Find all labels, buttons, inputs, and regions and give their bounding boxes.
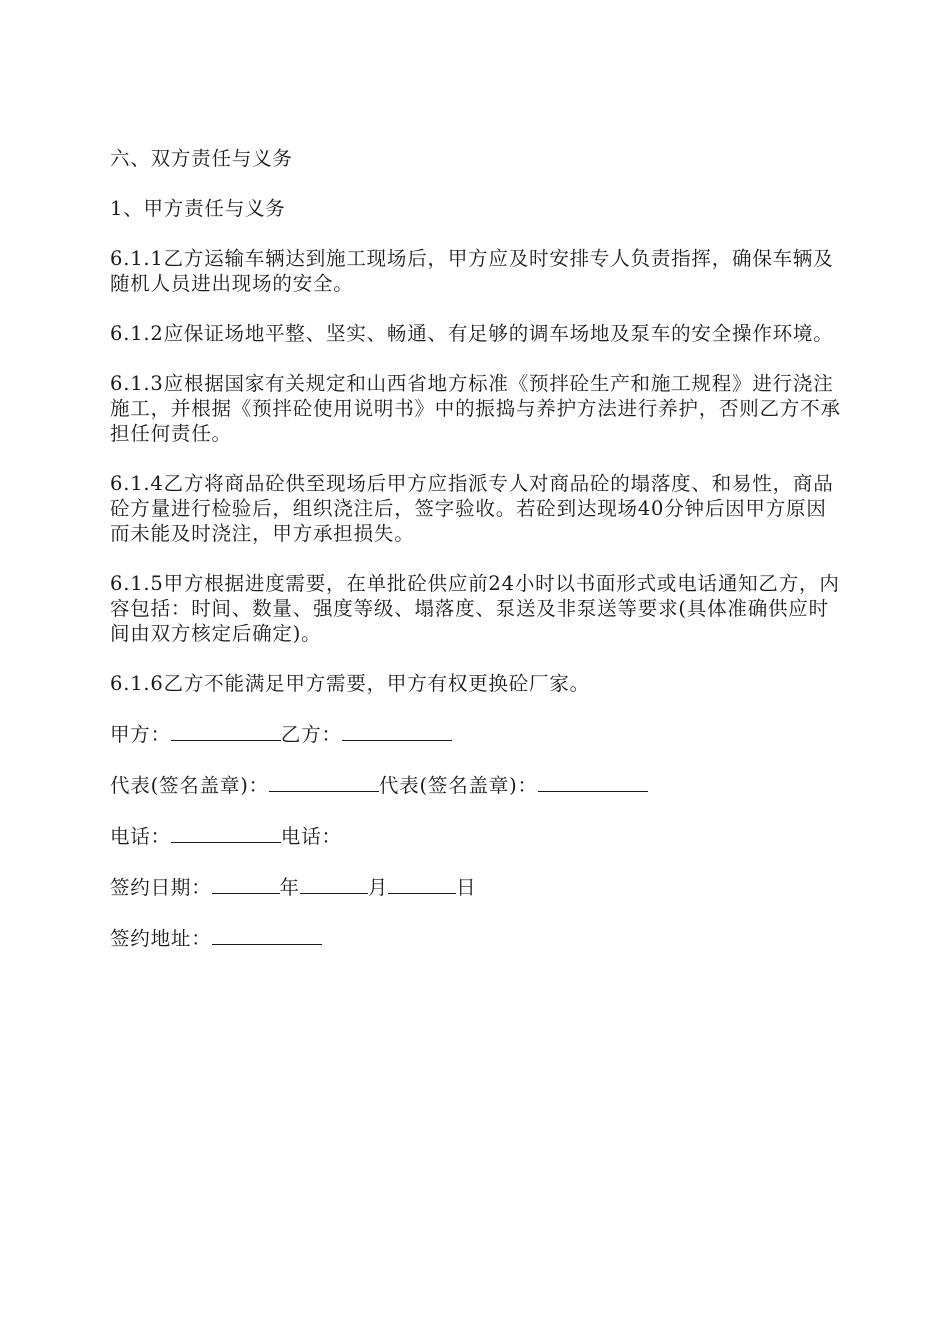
clause-6-1-1: 6.1.1乙方运输车辆达到施工现场后，甲方应及时安排专人负责指挥，确保车辆及随机人员进出现场的安全。 (110, 247, 834, 295)
year-label: 年 (279, 876, 300, 899)
date-label: 签约日期： (110, 876, 212, 899)
rep-a-blank (269, 772, 379, 792)
date-line (110, 874, 845, 900)
month-label: 月 (367, 876, 389, 899)
representative-line (110, 772, 845, 798)
rep-b-blank (538, 772, 648, 792)
party-b-blank (342, 721, 452, 741)
clause-6-1-4: 6.1.4乙方将商品砼供至现场后甲方应指派专人对商品砼的塌落度、和易性，商品砼方量进行检验后，组织浇注后，签字验收。若砼到达现场40分钟后因甲方原因而未能及时浇注，甲方承担损失。 (110, 472, 834, 545)
phone-line (110, 823, 845, 849)
clause-6-1-5: 6.1.5甲方根据进度需要，在单批砼供应前24小时以书面形式或电话通知乙方，内容包括：时间、数量、强度等级、塌落度、泵送及非泵送等要求(具体准确供应时间由双方核定后确定)。 (110, 572, 840, 645)
clause-6-1-3: 6.1.3应根据国家有关规定和山西省地方标准《预拌砼生产和施工规程》进行浇注施工，并根据《预拌砼使用说明书》中的振捣与养护方法进行养护，否则乙方不承担任何责任。 (110, 372, 841, 445)
section-heading: 六、双方责任与义务 (110, 147, 293, 170)
rep-a-label: 代表(签名盖章)： (110, 774, 269, 797)
phone-b-label: 电话： (280, 825, 342, 848)
phone-a-label: 电话： (110, 825, 171, 848)
clause-6-1-6: 6.1.6乙方不能满足甲方需要，甲方有权更换砼厂家。 (110, 672, 590, 695)
address-label: 签约地址： (110, 927, 212, 950)
phone-a-blank (171, 823, 281, 843)
year-blank (212, 874, 280, 894)
party-a-blank (171, 721, 281, 741)
rep-b-label: 代表(签名盖章)： (378, 774, 538, 797)
day-blank (388, 874, 456, 894)
party-b-label: 乙方： (280, 723, 342, 746)
clause-6-1-2: 6.1.2应保证场地平整、坚实、畅通、有足够的调车场地及泵车的安全操作环境。 (110, 322, 834, 345)
section-subheading: 1、甲方责任与义务 (110, 197, 286, 220)
month-blank (300, 874, 368, 894)
address-blank (212, 925, 322, 945)
day-label: 日 (456, 876, 477, 899)
address-line (110, 925, 845, 951)
party-a-label: 甲方： (110, 723, 171, 746)
document-page (110, 146, 845, 951)
party-line (110, 721, 845, 747)
